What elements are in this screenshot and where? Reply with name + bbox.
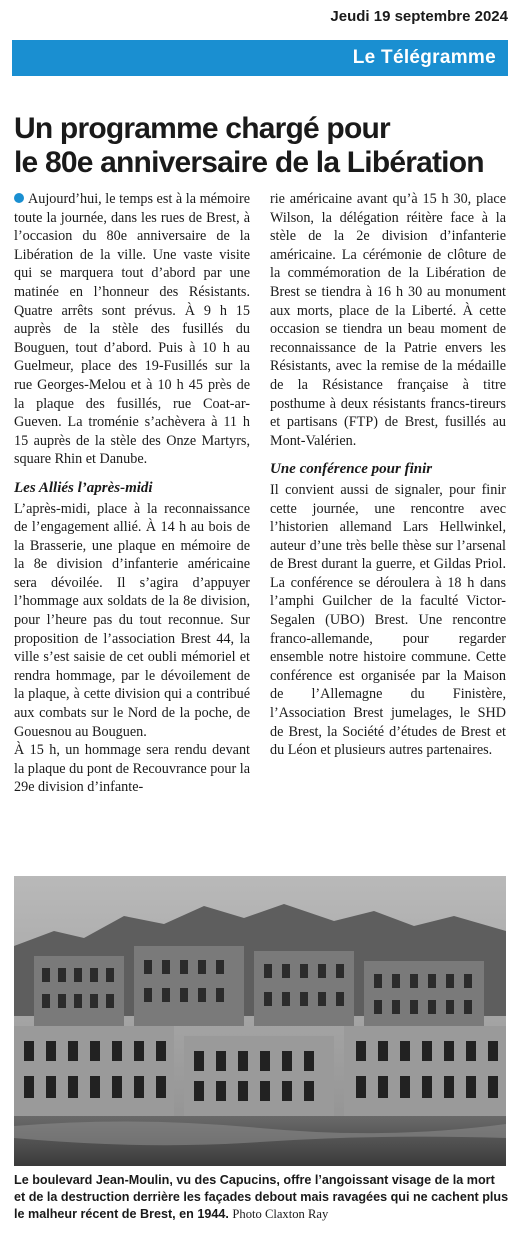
photo-credit: Photo Claxton Ray	[232, 1207, 329, 1221]
bullet-dot-icon	[14, 193, 24, 203]
subheading-allies: Les Alliés l’après-midi	[14, 479, 153, 496]
article-column-left	[14, 190, 250, 797]
headline-line-2: le 80e anniversaire de la Libération	[14, 146, 484, 179]
subheading-conference: Une conférence pour finir	[270, 461, 433, 478]
article-photo	[14, 876, 506, 1166]
headline-line-1: Un programme chargé pour	[14, 112, 390, 145]
lead-paragraph-text: Aujourd’hui, le temps est à la mémoire toute la journée, dans les rues de Brest, à l’occasion du 80e anniversaire de la Libération de la ville. Une vaste visite qui se marquera tout d’abord par une matinée en l’honneur des Résistants. Quatre arrêts sont prévus. À 9 h 15 auprès de la stèle des fusillés du Bouguen, tout d’abord. Puis à 10 h au Guelmeur, place des 19-Fusillés sur la rue Georges-Melou et à 10 h 45 près de la plaque des fusillés, rue Coat-ar-Gueven. La troménie s’achèvera à 11 h 15 auprès de la stèle des Onze Martyrs, square Rhin et Danube.	[14, 191, 250, 468]
caption-text: Le boulevard Jean-Moulin, vu des Capucins, offre l’angoissant visage de la mort et de la destruction derrière les façades debout mais ravagées qui ne cachent plus le malheur récent de Brest, en 1944.	[14, 1173, 509, 1221]
ruins-photo-illustration	[14, 876, 506, 1166]
section-label: Le Télégramme	[352, 47, 496, 68]
section-banner	[12, 40, 508, 76]
article-column-right	[270, 190, 506, 760]
article-headline	[14, 112, 509, 180]
publication-date: Jeudi 19 septembre 2024	[330, 8, 508, 25]
paragraph-afternoon: L’après-midi, place à la reconnaissance de l’engagement allié. À 14 h au bois de la Brasserie, une plaque en mémoire de la 8e division d’infanterie américaine sera dévoilée. Il s’agira d’appuyer l’hommage aux soldats de la 8e division, pour l’heure pas du tout reconnue. Sur proposition de l’association Brest 44, la ville s’est saisie de cet oubli mémoriel et rendra hommage, par le dévoilement de la plaque, à cette division qui a contribué aux combats sur le Nord de la poche, de Gouesnou au Bouguen.	[14, 500, 250, 740]
paragraph-ceremony: rie américaine avant qu’à 15 h 30, place Wilson, la délégation réitère face à la stèle de la 2e division d’infanterie américaine. La cérémonie de clôture de la commémoration de la Libération de Brest se tiendra à 16 h 30 au monument aux morts, place de la Liberté. À cette occasion se tiendra un beau moment de reconnaissance de la Patrie envers les Résistants, avec la remise de la médaille de la Résistance française à titre posthume à deux résistants francs-tireurs et partisans (FTP) de Brest, fusillés au Mont-Valérien.	[270, 191, 506, 449]
photo-caption	[14, 1172, 509, 1223]
lead-paragraph	[14, 190, 250, 469]
paragraph-conference: Il convient aussi de signaler, pour finir cette journée, une rencontre avec l’historien allemand Lars Hellwinkel, auteur d’une très belle thèse sur l’arsenal de Brest durant la guerre, et Gildas Priol. La conférence se déroulera à 18 h dans l’amphi Guilcher de la faculté Victor-Segalen (UBO) Brest. Une rencontre franco-allemande, pour regarder ensemble notre histoire commune. Cette conférence est organisée par la Maison de l’Allemagne du Finistère, l’Association Brest jumelages, le SHD de Brest, la Société d’études de Brest et du Léon et plusieurs autres partenaires.	[270, 481, 506, 759]
paragraph-15h: À 15 h, un hommage sera rendu devant la plaque du pont de Recouvrance pour la 29e division d’infante-	[14, 742, 250, 796]
